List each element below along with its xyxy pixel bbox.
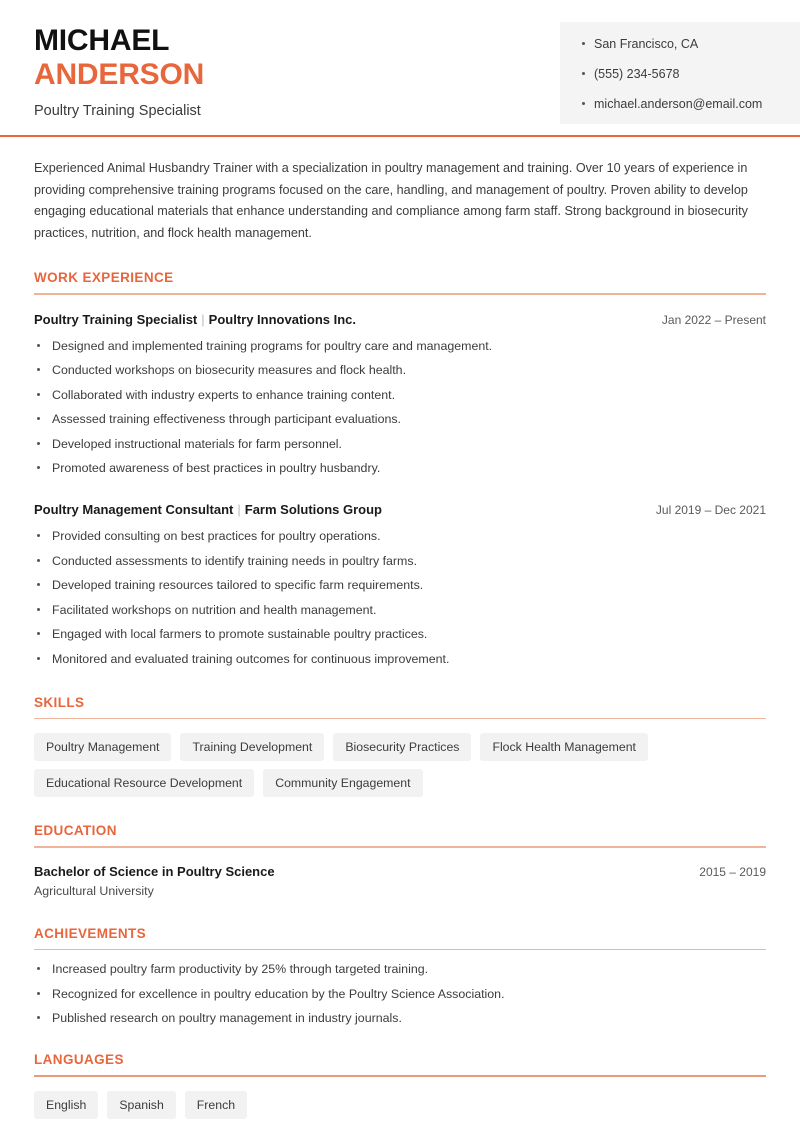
- experience-bullet-text: Assessed training effectiveness through participant evaluations.: [52, 412, 401, 426]
- skill-chip[interactable]: Flock Health Management: [480, 733, 648, 761]
- education-degree: Bachelor of Science in Poultry Science: [34, 863, 275, 879]
- section-title-skills: SKILLS: [34, 694, 85, 710]
- resume-body: [0, 158, 800, 1119]
- achievements-list: [34, 961, 766, 1026]
- contact-info-box: [560, 22, 800, 124]
- title-separator: |: [237, 502, 241, 517]
- achievement-item: [34, 961, 766, 977]
- experience-bullet: [34, 338, 766, 354]
- skill-chip[interactable]: Training Development: [180, 733, 324, 761]
- section-divider: [34, 949, 766, 951]
- professional-summary: Experienced Animal Husbandry Trainer with a specialization in poultry management and training. Over 10 years of experience in providing comprehensive training programs focused on the care, handling, and management of poultry. Proven ability to develop engaging educational materials that enhance understanding and compliance among farm staff. Strong background in biosecurity practices, nutrition, and flock health management.: [34, 161, 748, 240]
- bullet-icon: [37, 466, 40, 469]
- contact-phone[interactable]: [582, 66, 790, 82]
- language-chip[interactable]: French: [185, 1091, 247, 1119]
- section-title-achievements: ACHIEVEMENTS: [34, 925, 147, 941]
- education-entry-header: [34, 864, 766, 879]
- experience-bullet-text: Monitored and evaluated training outcomes for continuous improvement.: [52, 651, 450, 666]
- language-chip[interactable]: Spanish: [107, 1091, 175, 1119]
- experience-title-company: [34, 312, 356, 327]
- experience-bullet: [34, 411, 766, 427]
- bullet-icon: [37, 967, 40, 970]
- experience-entry: [34, 312, 766, 477]
- section-education: [34, 823, 766, 898]
- experience-bullet: [34, 387, 766, 403]
- bullet-icon: [37, 344, 40, 347]
- contact-phone-value: (555) 234-5678: [594, 67, 680, 81]
- skill-chip[interactable]: Community Engagement: [263, 769, 422, 797]
- experience-bullet: [34, 626, 766, 642]
- experience-bullet-list: [34, 338, 766, 477]
- experience-bullet-text: Developed instructional materials for farm personnel.: [52, 436, 342, 451]
- experience-bullet: [34, 553, 766, 569]
- last-name: ANDERSON: [34, 58, 205, 91]
- section-skills: [34, 695, 766, 798]
- language-chip[interactable]: English: [34, 1091, 98, 1119]
- section-title-languages: LANGUAGES: [34, 1052, 124, 1067]
- experience-role: Poultry Training Specialist: [34, 311, 198, 327]
- resume-header: [0, 0, 800, 136]
- experience-bullet-list: [34, 528, 766, 667]
- bullet-icon: [37, 559, 40, 562]
- experience-bullet-text: Conducted workshops on biosecurity measures and flock health.: [52, 363, 407, 377]
- bullet-icon: [37, 534, 40, 537]
- experience-company: Farm Solutions Group: [244, 502, 382, 517]
- experience-bullet-text: Conducted assessments to identify training needs in poultry farms.: [52, 553, 418, 568]
- experience-entry: [34, 502, 766, 667]
- experience-title-company: [34, 502, 382, 517]
- contact-email[interactable]: [582, 96, 790, 112]
- section-title-work-experience: WORK EXPERIENCE: [34, 270, 174, 285]
- experience-bullet-text: Facilitated workshops on nutrition and health management.: [52, 602, 377, 617]
- bullet-icon: [37, 417, 40, 420]
- experience-bullet: [34, 577, 766, 593]
- experience-bullet-text: Collaborated with industry experts to enhance training content.: [52, 387, 396, 402]
- experience-bullet-text: Developed training resources tailored to specific farm requirements.: [52, 578, 424, 592]
- experience-bullet-text: Designed and implemented training programs for poultry care and management.: [52, 338, 493, 353]
- bullet-icon: [582, 72, 585, 75]
- contact-location-value: San Francisco, CA: [594, 37, 699, 51]
- skills-chip-list: [34, 733, 766, 797]
- section-languages: [34, 1052, 766, 1119]
- education-entry: [34, 864, 766, 898]
- experience-bullet-text: Promoted awareness of best practices in poultry husbandry.: [52, 461, 381, 475]
- bullet-icon: [37, 393, 40, 396]
- bullet-icon: [37, 368, 40, 371]
- bullet-icon: [37, 657, 40, 660]
- bullet-icon: [37, 1016, 40, 1019]
- section-divider: [34, 846, 766, 848]
- experience-bullet: [34, 651, 766, 667]
- experience-bullet-text: Provided consulting on best practices for poultry operations.: [52, 529, 381, 543]
- section-work-experience: [34, 270, 766, 667]
- achievement-text: Recognized for excellence in poultry education by the Poultry Science Association.: [52, 986, 505, 1001]
- bullet-icon: [37, 632, 40, 635]
- header-divider: [0, 135, 800, 137]
- experience-company: Poultry Innovations Inc.: [208, 311, 357, 327]
- experience-bullet: [34, 528, 766, 544]
- experience-date: Jan 2022 – Present: [661, 312, 766, 327]
- contact-location[interactable]: [582, 36, 790, 52]
- experience-bullet-text: Engaged with local farmers to promote sustainable poultry practices.: [52, 627, 428, 641]
- education-school: Agricultural University: [34, 883, 154, 898]
- experience-date: Jul 2019 – Dec 2021: [655, 503, 766, 517]
- achievement-item: [34, 986, 766, 1002]
- first-name: MICHAEL: [34, 24, 170, 57]
- experience-role: Poultry Management Consultant: [34, 502, 234, 517]
- bullet-icon: [582, 42, 585, 45]
- contact-email-value: michael.anderson@email.com: [594, 97, 763, 111]
- experience-bullet: [34, 362, 766, 378]
- experience-bullet: [34, 602, 766, 618]
- skill-chip[interactable]: Poultry Management: [34, 733, 171, 761]
- education-date: 2015 – 2019: [699, 864, 766, 879]
- bullet-icon: [37, 442, 40, 445]
- section-achievements: [34, 926, 766, 1027]
- experience-bullet: [34, 460, 766, 476]
- achievement-text: Published research on poultry management in industry journals.: [52, 1011, 402, 1025]
- section-title-education: EDUCATION: [34, 823, 117, 838]
- skill-chip[interactable]: Biosecurity Practices: [333, 733, 471, 761]
- bullet-icon: [37, 608, 40, 611]
- section-divider: [34, 1075, 766, 1077]
- title-separator: |: [201, 311, 205, 327]
- experience-bullet: [34, 436, 766, 452]
- section-divider: [34, 718, 766, 720]
- skill-chip[interactable]: Educational Resource Development: [34, 769, 254, 797]
- headline-job-title: Poultry Training Specialist: [34, 103, 201, 119]
- achievement-text: Increased poultry farm productivity by 25% through targeted training.: [52, 962, 429, 976]
- bullet-icon: [37, 583, 40, 586]
- section-divider: [34, 293, 766, 295]
- bullet-icon: [582, 102, 585, 105]
- experience-entry-header: [34, 502, 766, 517]
- experience-entry-header: [34, 312, 766, 327]
- bullet-icon: [37, 992, 40, 995]
- languages-chip-list: [34, 1091, 766, 1119]
- achievement-item: [34, 1010, 766, 1026]
- header-identity: [34, 24, 204, 120]
